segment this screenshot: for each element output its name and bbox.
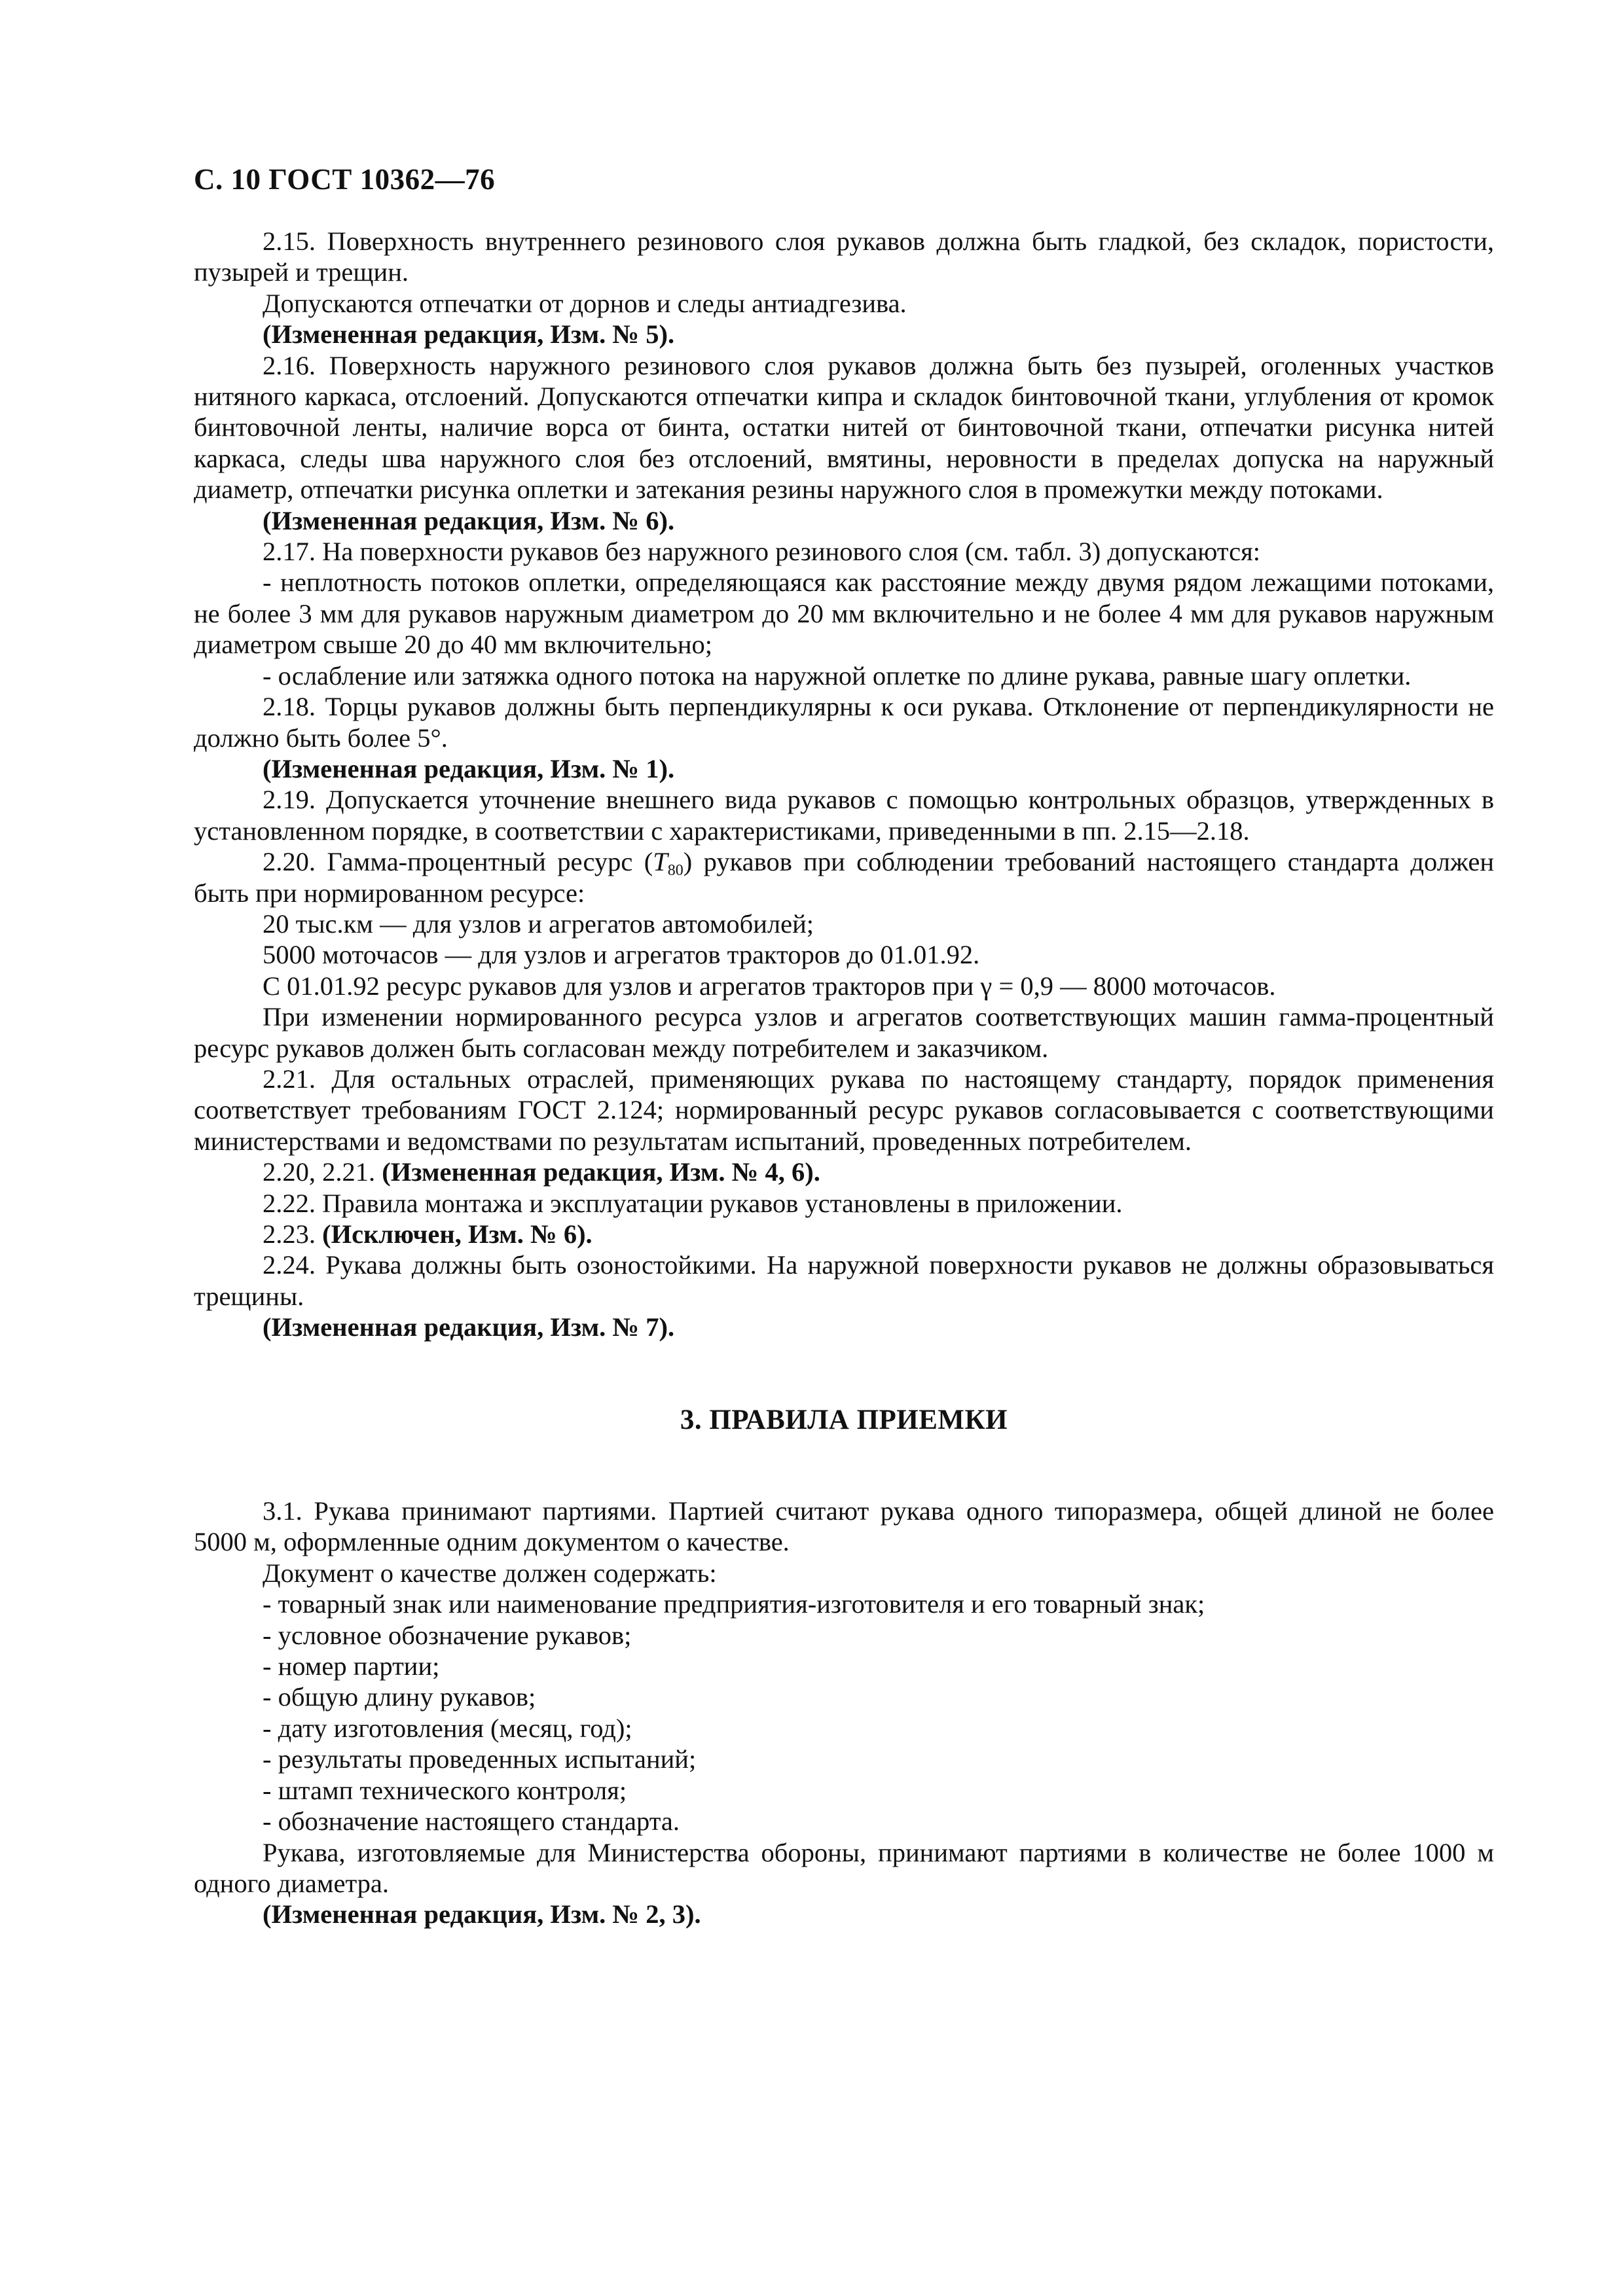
text-run: 2.20. Гамма-процентный ресурс ( (263, 847, 653, 877)
list-item: - ослабление или затяжка одного потока на наружной оплетке по длине рукава, равные шагу оплетки. (263, 660, 1412, 691)
amendment-note: (Измененная редакция, Изм. № 2, 3). (263, 1899, 701, 1929)
paragraph-imprints: Допускаются отпечатки от дорнов и следы антиадгезива. (263, 288, 907, 318)
paragraph-2-17: 2.17. На поверхности рукавов без наружного резинового слоя (см. табл. 3) допускаются: (263, 537, 1260, 567)
paragraph-2-15: 2.15. Поверхность внутреннего резинового слоя рукавов должна быть гладкой, без складок, пористости, пузырей и трещин. (194, 226, 1494, 287)
amendment-note: (Измененная редакция, Изм. № 6). (263, 505, 675, 535)
paragraph-2-19: 2.19. Допускается уточнение внешнего вида рукавов с помощью контрольных образцов, утвержденных в установленном порядке, в соответствии с характеристиками, приведенными в пп. 2.15—2.18. (194, 785, 1494, 846)
amendment-line-2-20-2-21 (194, 1157, 1494, 1187)
list-item: - товарный знак или наименование предприятия-изготовителя и его товарный знак; (263, 1589, 1205, 1619)
list-item: - результаты проведенных испытаний; (263, 1744, 697, 1774)
resource-subscript: 80 (667, 862, 684, 880)
list-item: - обозначение настоящего стандарта. (263, 1806, 680, 1837)
list-item: - номер партии; (263, 1651, 440, 1681)
paragraph-3-1: 3.1. Рукава принимают партиями. Партией считают рукава одного типоразмера, общей длиной не более 5000 м, оформленные одним документом о качестве. (194, 1496, 1494, 1557)
amendment-note: (Измененная редакция, Изм. № 1). (263, 753, 675, 783)
paragraph-defense: Рукава, изготовляемые для Министерства обороны, принимают партиями в количестве не более 1000 м одного диаметра. (194, 1837, 1494, 1898)
page-header: С. 10 ГОСТ 10362—76 (194, 163, 496, 196)
paragraph-resource-change: При изменении нормированного ресурса узлов и агрегатов соответствующих машин гамма-процентный ресурс рукавов должен быть согласован между потребителем и заказчиком. (194, 1002, 1494, 1063)
list-item: - неплотность потоков оплетки, определяющаяся как расстояние между двумя рядом лежащими потоками, не более 3 мм для рукавов наружным диаметром до 20 мм включительно и не более 4 мм для рукавов наружным диаметром свыше 20 до 40 мм включительно; (194, 567, 1494, 660)
paragraph-2-20 (194, 846, 1494, 908)
clause-number: 2.20, 2.21. (263, 1157, 376, 1187)
amendment-note: (Измененная редакция, Изм. № 4, 6). (382, 1157, 820, 1187)
paragraph-2-22: 2.22. Правила монтажа и эксплуатации рукавов установлены в приложении. (263, 1188, 1123, 1218)
list-item: 20 тыс.км — для узлов и агрегатов автомобилей; (263, 908, 814, 939)
resource-symbol: T (653, 847, 668, 877)
amendment-note: (Измененная редакция, Изм. № 7). (263, 1312, 675, 1342)
amendment-note: (Измененная редакция, Изм. № 5). (263, 319, 675, 350)
paragraph-2-24: 2.24. Рукава должны быть озоностойкими. На наружной поверхности рукавов не должны образовываться трещины. (194, 1250, 1494, 1311)
section-title: 3. ПРАВИЛА ПРИЕМКИ (680, 1404, 1008, 1435)
paragraph-resource-1992: С 01.01.92 ресурс рукавов для узлов и агрегатов тракторов при γ = 0,9 — 8000 моточасов. (263, 971, 1276, 1001)
document-body (194, 226, 1494, 1930)
clause-number: 2.23. (263, 1219, 316, 1249)
paragraph-2-16: 2.16. Поверхность наружного резинового слоя рукавов должна быть без пузырей, оголенных участков нитяного каркаса, отслоений. Допускаются отпечатки кипра и складок бинтовочной ткани, углубления от кромок бинтовочной ленты, наличие ворса от бинта, остатки нитей от бинтовочной ткани, отпечатки рисунка нитей каркаса, следы шва наружного слоя без отслоений, вмятины, неровности в пределах допуска на наружный диаметр, отпечатки рисунка оплетки и затекания резины наружного слоя в промежутки между потоками. (194, 350, 1494, 505)
list-item: - дату изготовления (месяц, год); (263, 1713, 632, 1743)
text-run: ) рукавов при соблюдении требований настоящего стандарта должен быть при нормированном ресурсе: (194, 847, 1495, 908)
paragraph-2-21: 2.21. Для остальных отраслей, применяющих рукава по настоящему стандарту, порядок применения соответствует требованиям ГОСТ 2.124; нормированный ресурс рукавов согласовывается с соответствующими министерствами и ведомствами по результатам испытаний, проведенных потребителем. (194, 1064, 1494, 1156)
paragraph-2-23 (194, 1219, 1494, 1249)
list-item: - общую длину рукавов; (263, 1682, 536, 1712)
amendment-note: (Исключен, Изм. № 6). (322, 1219, 593, 1249)
list-item: 5000 моточасов — для узлов и агрегатов тракторов до 01.01.92. (263, 940, 980, 970)
paragraph-2-18: 2.18. Торцы рукавов должны быть перпендикулярны к оси рукава. Отклонение от перпендикулярности не должно быть более 5°. (194, 692, 1494, 753)
paragraph-document-contents: Документ о качестве должен содержать: (263, 1558, 717, 1588)
list-item: - штамп технического контроля; (263, 1775, 627, 1805)
list-item: - условное обозначение рукавов; (263, 1620, 632, 1650)
